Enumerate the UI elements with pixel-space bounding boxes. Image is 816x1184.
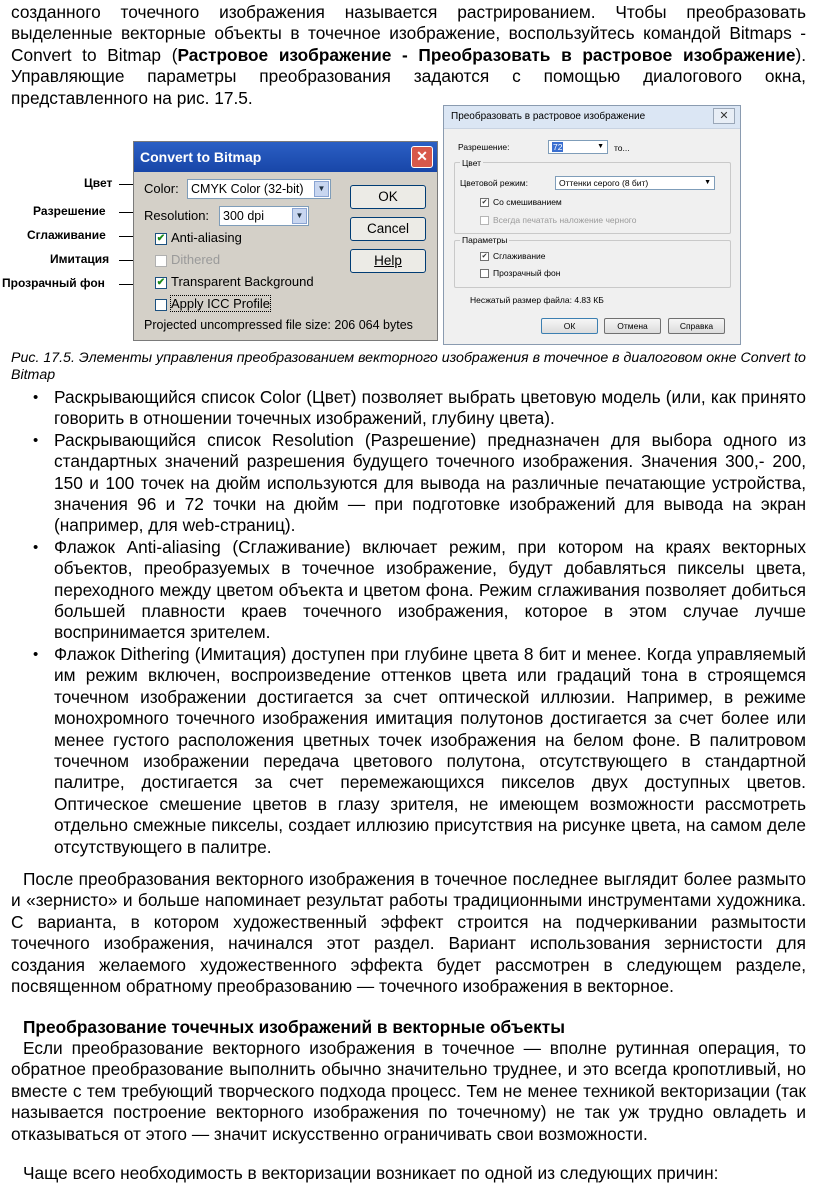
- convert-to-bitmap-dialog: [133, 141, 438, 341]
- color-select-value: CMYK Color (32-bit): [191, 182, 304, 196]
- transparent-label[interactable]: Transparent Background: [171, 274, 314, 289]
- bullet-icon: •: [33, 389, 39, 406]
- file-size-text: Несжатый размер файла: 4.83 КБ: [470, 295, 604, 305]
- list-item: [11, 387, 806, 430]
- list-item-text: Флажок Anti-aliasing (Сглаживание) включает режим, при котором на краях векторных объектов, преобразуемых в точечное изображение, будут добавляться пикселы цвета, переходного между цветом объекта и цветом фона. Режим сглаживания позволяет добиться большей плавности краев точечного изображения, которое в этом случае лучше воспринимается зрителем.: [54, 536, 806, 643]
- bullet-icon: •: [33, 431, 39, 449]
- icc-checkbox[interactable]: [155, 299, 167, 311]
- color-mode-value: Оттенки серого (8 бит): [559, 178, 649, 188]
- bullet-icon: •: [33, 538, 39, 556]
- smooth-checkbox[interactable]: ✔: [481, 253, 488, 260]
- after-paragraph: После преобразования векторного изображения в точечное последнее выглядит более размыто и «зернисто» и больше напоминает результат работы традиционными инструментами художника. С варианта, в котором художественный эффект строится на подчеркивании размытости точечного изображения, начинался этот раздел. Вариант использования зернистости для создания желаемого художественного эффекта будет рассмотрен в следующем разделе, посвященном обратному преобразованию — точечного изображения в векторное.: [11, 869, 806, 997]
- intro-text-1: созданного точечного изображения называется растрированием. Чтобы преобразовать выделенные векторные объекты в точечное изображение, воспользуйтесь командой Bitmaps - Convert to Bitmap (: [11, 2, 806, 65]
- antialiasing-checkbox[interactable]: ✔: [156, 233, 166, 244]
- callout-antialiasing: Сглаживание: [27, 228, 106, 242]
- resolution-select[interactable]: [219, 206, 309, 226]
- help-button[interactable]: Справка: [668, 318, 725, 334]
- mix-label[interactable]: Со смешиванием: [493, 197, 562, 207]
- list-item-text: Раскрывающийся список Color (Цвет) позволяет выбрать цветовую модель (или, как принято говорить в отношении точечных изображений, глубину цвета).: [54, 387, 806, 429]
- list-item-text: Раскрывающийся список Resolution (Разрешение) предназначен для выбора одного из стандартных значений разрешения будущего точечного изображения. Значения 300,- 200, 150 и 100 точек на дюйм используются для вывода на различные печатающие устройства, значения 96 и 72 точки на дюйм — при подготовке изображений для вывода на экран (например, для web-страниц).: [54, 429, 806, 536]
- color-group-label: Цвет: [462, 158, 482, 168]
- resolution-select-value: 72: [553, 142, 563, 152]
- chevron-down-icon[interactable]: ▼: [292, 208, 307, 224]
- transparent-checkbox[interactable]: ✔: [156, 277, 166, 288]
- section-heading: Преобразование точечных изображений в векторные объекты: [23, 1017, 566, 1037]
- list-item: [11, 644, 806, 858]
- close-icon[interactable]: ✕: [411, 146, 433, 168]
- mix-checkbox[interactable]: ✔: [481, 199, 488, 206]
- antialiasing-label[interactable]: Anti-aliasing: [171, 230, 242, 245]
- reasons-intro: Чаще всего необходимость в векторизации возникает по одной из следующих причин:: [23, 1163, 719, 1183]
- intro-text-2: ). Управляющие параметры преобразования задаются с помощью диалогового окна, представленного на рис. 17.5.: [11, 44, 806, 108]
- figure-caption: Рис. 17.5. Элементы управления преобразованием векторного изображения в точечное в диалоговом окне Convert to Bitmap: [11, 350, 806, 383]
- callout-transparent: Прозрачный фон: [2, 276, 105, 290]
- overprint-checkbox: [480, 216, 489, 225]
- ok-button[interactable]: OK: [350, 185, 426, 209]
- transparent-checkbox[interactable]: [480, 269, 489, 278]
- icc-label[interactable]: Apply ICC Profile: [171, 296, 270, 311]
- resolution-select[interactable]: [548, 140, 608, 154]
- params-group-label: Параметры: [462, 235, 508, 245]
- file-size-text: Projected uncompressed file size: 206 064 bytes: [144, 318, 413, 332]
- color-mode-select[interactable]: [555, 176, 715, 190]
- resolution-select-value: 300 dpi: [223, 209, 265, 223]
- close-icon[interactable]: ✕: [713, 108, 735, 124]
- list-item: [11, 430, 806, 537]
- dithered-checkbox: [155, 255, 167, 267]
- resolution-label: Разрешение:: [458, 142, 510, 152]
- chevron-down-icon[interactable]: ▼: [597, 143, 604, 150]
- section-paragraph: Если преобразование векторного изображения в точечное — вполне рутинная операция, то обратное преобразование выполнить обычно значительно труднее, и это всегда кропотливый, но вместе с тем требующий творческого подхода процесс. Тем не менее техникой векторизации (так называется построение векторного изображения по точечному) не так уж трудно овладеть и отказываться от этого — значит искусственно ограничивать свои возможности.: [11, 1038, 806, 1144]
- bullet-list: [11, 387, 806, 858]
- color-label: Color:: [144, 181, 179, 196]
- dialog-title: Convert to Bitmap: [140, 149, 262, 165]
- cancel-button[interactable]: Cancel: [350, 217, 426, 241]
- chevron-down-icon[interactable]: ▼: [314, 181, 329, 197]
- dialog-title-bar: [134, 142, 437, 172]
- overprint-label: Всегда печатать наложение черного: [493, 215, 637, 225]
- russian-convert-dialog: [443, 105, 741, 345]
- dithered-label: Dithered: [171, 252, 221, 267]
- list-item: [11, 537, 806, 644]
- chevron-down-icon[interactable]: ▼: [704, 179, 711, 186]
- callout-resolution: Разрешение: [33, 204, 106, 218]
- resolution-suffix: то...: [614, 143, 630, 153]
- help-button[interactable]: Help: [350, 249, 426, 273]
- transparent-label[interactable]: Прозрачный фон: [493, 268, 561, 278]
- callout-color: Цвет: [84, 176, 113, 190]
- cancel-button[interactable]: Отмена: [604, 318, 661, 334]
- resolution-label: Resolution:: [144, 208, 210, 223]
- list-item-text: Флажок Dithering (Имитация) доступен при глубине цвета 8 бит и менее. Когда управляемый им режим включен, воспроизведение оттенков цвета или градаций тона в строящемся точечном изображении достигается за счет оптической иллюзии. Например, в режиме монохромного точечного изображения имитация полутонов достигается за счет более или менее густого расположения цветных точек изображения на белом фоне. В палитровом точечном изображении передача цветового полутона, отсутствующего в стандартной палитре, достигается за счет перемежающихся пикселов двух доступных цветов. Оптическое смешение цветов в глазу зрителя, не имеющем возможности рассмотреть отдельно смежные пикселы, создает иллюзию присутствия на рисунке цвета, на самом деле отсутствующего в палитре.: [54, 643, 806, 857]
- intro-bold-command: Растровое изображение - Преобразовать в растровое изображение: [177, 44, 796, 65]
- intro-paragraph: [11, 2, 806, 109]
- bullet-icon: •: [33, 645, 39, 663]
- color-mode-label: Цветовой режим:: [460, 178, 528, 188]
- smooth-label[interactable]: Сглаживание: [493, 251, 546, 261]
- callout-dither: Имитация: [50, 252, 110, 266]
- dialog-title: Преобразовать в растровое изображение: [451, 111, 646, 122]
- color-select[interactable]: [187, 179, 331, 199]
- ok-button[interactable]: ОК: [541, 318, 598, 334]
- dialog-title-bar: [444, 106, 740, 129]
- params-group: [454, 240, 731, 288]
